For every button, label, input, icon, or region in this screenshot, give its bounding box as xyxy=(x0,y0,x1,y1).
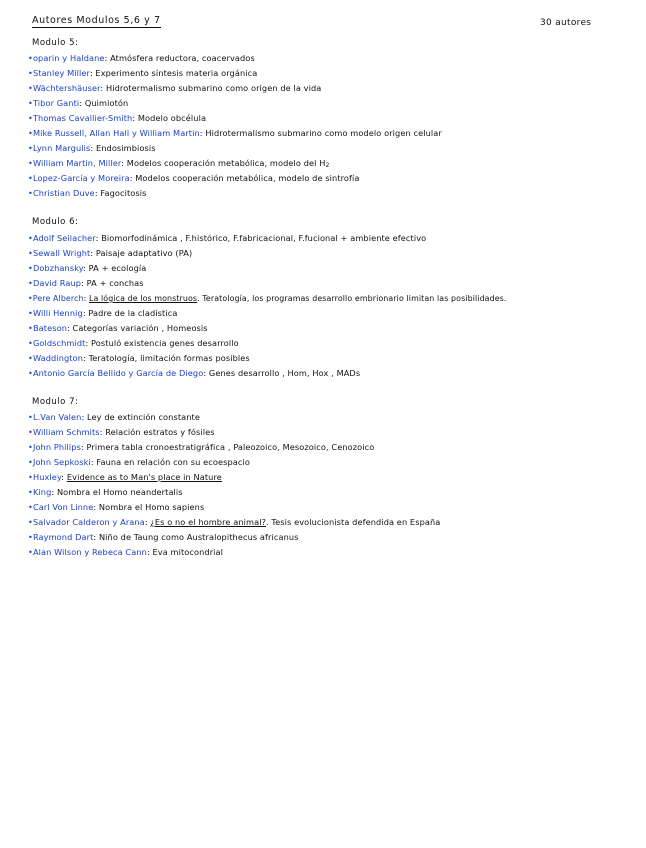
bullet: • xyxy=(28,173,33,183)
author-description: Padre de la cladística xyxy=(88,308,178,318)
author-name: David Raup xyxy=(32,278,82,288)
author-description: Categorías variación , Homeosis xyxy=(72,323,208,333)
list-item: •Willi Hennig: Padre de la cladística xyxy=(28,308,178,318)
bullet: • xyxy=(28,547,33,557)
author-name: Mike Russell, Allan Hall y William Martin xyxy=(32,128,200,138)
author-name: John Sepkoski xyxy=(32,457,91,467)
bullet: • xyxy=(28,338,33,348)
bullet: • xyxy=(28,158,33,168)
list-item: •Goldschmidt: Postuló existencia genes desarrollo xyxy=(28,338,239,348)
author-name: Sewall Wright xyxy=(32,248,91,258)
bullet: • xyxy=(28,143,33,153)
list-item: •Alan Wilson y Rebeca Cann: Eva mitocondrial xyxy=(28,547,224,557)
author-name: William Schmits xyxy=(32,427,100,437)
author-name: Raymond Dart xyxy=(32,532,94,542)
list-item: •William Martin, Miller: Modelos cooperación metabólica, modelo del H2 xyxy=(28,158,330,169)
list-item: •Salvador Calderon y Arana: ¿Es o no el hombre animal?. Tesis evolucionista defendida en España xyxy=(28,517,441,527)
author-name: Stanley Miller xyxy=(32,68,90,78)
author-name: William Martin, Miller xyxy=(32,158,122,168)
author-description: Fauna en relación con su ecoespacio xyxy=(96,457,250,467)
list-item: •Antonio García Bellido y García de Diego: Genes desarrollo , Hom, Hox , MADs xyxy=(28,368,361,378)
bullet: • xyxy=(28,442,33,452)
module-heading: Modulo 7: xyxy=(32,397,79,407)
author-name: Salvador Calderon y Arana xyxy=(32,517,145,527)
page-title: Autores Modulos 5,6 y 7 xyxy=(32,15,161,26)
author-name: oparin y Haldane xyxy=(32,53,105,63)
author-name: Lopez-García y Moreira xyxy=(32,173,130,183)
author-description: Postuló existencia genes desarrollo xyxy=(91,338,239,348)
list-item: •oparin y Haldane: Atmósfera reductora, coacervados xyxy=(28,53,255,63)
list-item: •Huxley: Evidence as to Man's place in Nature xyxy=(28,472,222,482)
list-item: •Mike Russell, Allan Hall y William Martin: Hidrotermalismo submarino como modelo origen celular xyxy=(28,128,442,138)
list-item: •Raymond Dart: Niño de Taung como Australopithecus africanus xyxy=(28,532,299,542)
list-item: •King: Nombra el Homo neandertalis xyxy=(28,487,183,497)
author-description: . Tesis evolucionista defendida en España xyxy=(266,517,441,527)
list-item: •Sewall Wright: Paisaje adaptativo (PA) xyxy=(28,248,193,258)
list-item: •Tibor Ganti: Quimiotón xyxy=(28,98,129,108)
bullet: • xyxy=(28,457,33,467)
author-name: Antonio García Bellido y García de Diego xyxy=(32,368,204,378)
bullet: • xyxy=(28,308,33,318)
bullet: • xyxy=(28,263,33,273)
bullet: • xyxy=(28,294,33,303)
bullet: • xyxy=(28,188,33,198)
author-description: Niño de Taung como Australopithecus africanus xyxy=(98,532,299,542)
author-name: Thomas Cavallier-Smith xyxy=(32,113,133,123)
bullet: • xyxy=(28,128,33,138)
list-item: •Lynn Margulis: Endosimbiosis xyxy=(28,143,156,153)
list-item: •David Raup: PA + conchas xyxy=(28,278,144,288)
list-item: •L.Van Valen: Ley de extinción constante xyxy=(28,412,200,422)
author-name: Huxley xyxy=(32,472,62,482)
list-item: •William Schmits: Relación estratos y fósiles xyxy=(28,427,215,437)
bullet: • xyxy=(28,368,33,378)
author-description: PA + conchas xyxy=(86,278,144,288)
author-description: Nombra el Homo neandertalis xyxy=(56,487,183,497)
author-description: Fagocitosis xyxy=(100,188,147,198)
author-name: Christian Duve xyxy=(32,188,95,198)
author-name: John Philips xyxy=(32,442,81,452)
author-description: Hidrotermalismo submarino como origen de la vida xyxy=(105,83,322,93)
list-item: •Carl Von Linne: Nombra el Homo sapiens xyxy=(28,502,205,512)
bullet: • xyxy=(28,53,33,63)
author-description: Modelos cooperación metabólica, modelo del H xyxy=(126,158,326,168)
author-name: Adolf Seilacher xyxy=(32,233,96,243)
author-name: Goldschmidt xyxy=(32,338,86,348)
author-name: Willi Hennig xyxy=(32,308,83,318)
book-title: Evidence as to Man's place in Nature xyxy=(66,472,222,482)
bullet: • xyxy=(28,353,33,363)
list-item: •Dobzhansky: PA + ecología xyxy=(28,263,147,273)
author-description: Modelo obcélula xyxy=(137,113,207,123)
author-name: Waddington xyxy=(32,353,83,363)
list-item: •Bateson: Categorías variación , Homeosis xyxy=(28,323,208,333)
book-title: La lógica de los monstruos xyxy=(88,294,198,303)
bullet: • xyxy=(28,532,33,542)
author-description: Ley de extinción constante xyxy=(87,412,200,422)
author-name: L.Van Valen xyxy=(32,412,82,422)
module-heading: Modulo 5: xyxy=(32,38,79,48)
author-name: Alan Wilson y Rebeca Cann xyxy=(32,547,147,557)
author-description: Paisaje adaptativo (PA) xyxy=(95,248,193,258)
author-name: Tibor Ganti xyxy=(32,98,80,108)
list-item: •John Sepkoski: Fauna en relación con su ecoespacio xyxy=(28,457,250,467)
author-description: Relación estratos y fósiles xyxy=(105,427,215,437)
list-item: •Christian Duve: Fagocitosis xyxy=(28,188,147,198)
author-name: Carl Von Linne xyxy=(32,502,94,512)
list-item: •Stanley Miller: Experimento síntesis materia orgánica xyxy=(28,68,258,78)
list-item: •Thomas Cavallier-Smith: Modelo obcélula xyxy=(28,113,207,123)
list-item: •Wächtershäuser: Hidrotermalismo submarino como origen de la vida xyxy=(28,83,322,93)
module-heading: Modulo 6: xyxy=(32,217,79,227)
list-item: •Adolf Seilacher: Biomorfodinámica , F.histórico, F.fabricacional, F.fucional + ambiente efectivo xyxy=(28,233,427,243)
author-description: Nombra el Homo sapiens xyxy=(98,502,205,512)
author-description: Quimiotón xyxy=(84,98,129,108)
list-item: •Lopez-García y Moreira: Modelos cooperación metabólica, modelo de sintrofía xyxy=(28,173,360,183)
bullet: • xyxy=(28,113,33,123)
author-description: Hidrotermalismo submarino como modelo origen celular xyxy=(205,128,442,138)
subscript: 2 xyxy=(325,162,330,169)
book-title: ¿Es o no el hombre animal? xyxy=(150,517,267,527)
bullet: • xyxy=(28,517,33,527)
author-count: 30 autores xyxy=(540,18,592,28)
list-item: •Waddington: Teratología, limitación formas posibles xyxy=(28,353,250,363)
bullet: • xyxy=(28,412,33,422)
bullet: • xyxy=(28,487,33,497)
bullet: • xyxy=(28,278,33,288)
author-description: Genes desarrollo , Hom, Hox , MADs xyxy=(208,368,361,378)
author-description: PA + ecología xyxy=(88,263,147,273)
author-description: Experimento síntesis materia orgánica xyxy=(95,68,258,78)
bullet: • xyxy=(28,248,33,258)
bullet: • xyxy=(28,323,33,333)
author-name: Bateson xyxy=(32,323,67,333)
author-description: Teratología, limitación formas posibles xyxy=(88,353,250,363)
author-description: Modelos cooperación metabólica, modelo de sintrofía xyxy=(135,173,360,183)
author-name: Lynn Margulis xyxy=(32,143,91,153)
author-description: Atmósfera reductora, coacervados xyxy=(110,53,255,63)
author-name: Dobzhansky xyxy=(32,263,84,273)
author-description: . Teratología, los programas desarrollo embrionario limitan las posibilidades. xyxy=(197,294,507,303)
author-description: Biomorfodinámica , F.histórico, F.fabricacional, F.fucional + ambiente efectivo xyxy=(101,233,427,243)
author-name: King xyxy=(32,487,52,497)
author-name: Pere Alberch xyxy=(32,294,84,303)
bullet: • xyxy=(28,427,33,437)
bullet: • xyxy=(28,502,33,512)
bullet: • xyxy=(28,98,33,108)
bullet: • xyxy=(28,83,33,93)
bullet: • xyxy=(28,68,33,78)
bullet: • xyxy=(28,472,33,482)
list-item: •Pere Alberch: La lógica de los monstruos. Teratología, los programas desarrollo embrionario limitan las posibilidades. xyxy=(28,294,507,303)
author-description: Endosimbiosis xyxy=(95,143,156,153)
author-description: Primera tabla cronoestratigráfica , Paleozoico, Mesozoico, Cenozoico xyxy=(86,442,375,452)
author-description: Eva mitocondrial xyxy=(152,547,224,557)
author-name: Wächtershäuser xyxy=(32,83,101,93)
bullet: • xyxy=(28,233,33,243)
list-item: •John Philips: Primera tabla cronoestratigráfica , Paleozoico, Mesozoico, Cenozoico xyxy=(28,442,375,452)
